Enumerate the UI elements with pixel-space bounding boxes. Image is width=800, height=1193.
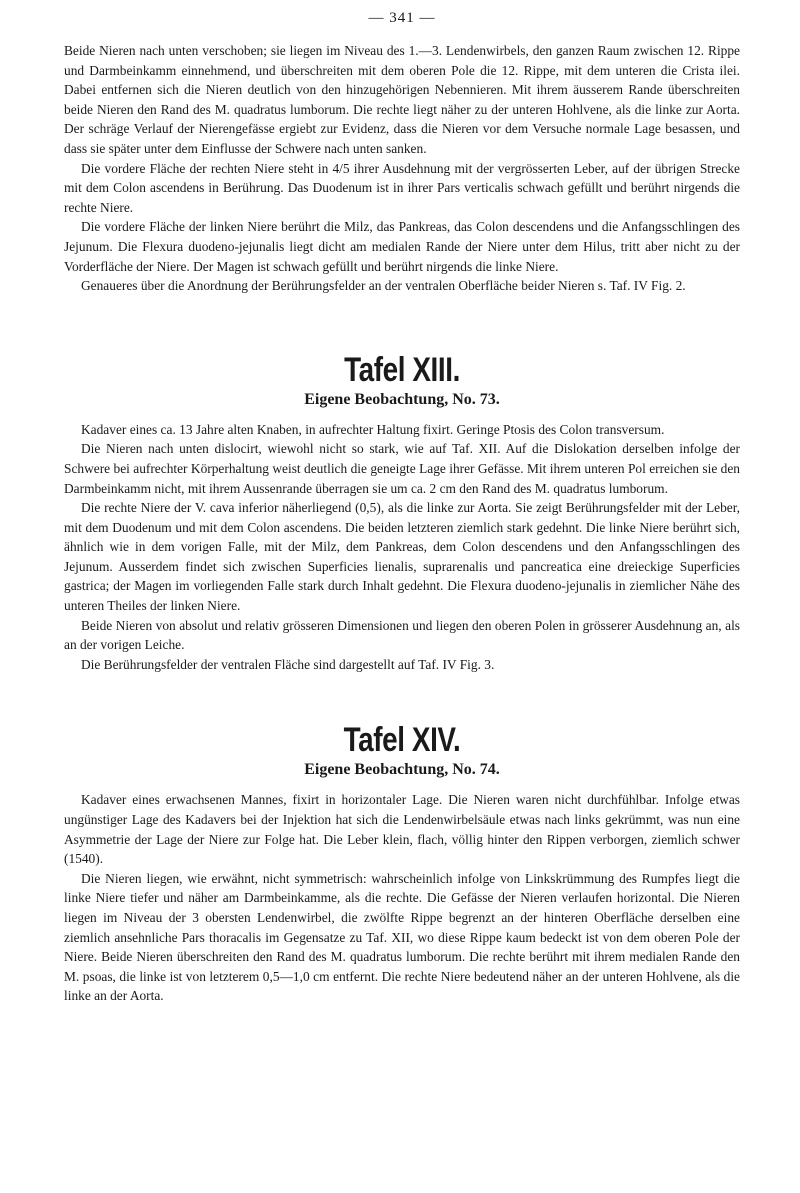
- section-13-paragraph-1: Kadaver eines ca. 13 Jahre alten Knaben, in aufrechter Haltung fixirt. Geringe Ptosis des Colon transversum.: [81, 421, 665, 437]
- section-14-paragraph-2: Die Nieren liegen, wie erwähnt, nicht symmetrisch: wahrscheinlich infolge von Linkskrümmung des Rumpfes liegt die linke Niere tiefer und näher am Darmbeinkamme, als die rechte. Die Gefässe der Nieren verlaufen horizontal. Die Nieren liegen im Niveau der 3 obersten Lendenwirbel, die zwölfte Rippe begrenzt an der hinteren Oberfläche derselben eine ziemlich ansehnliche Pars thoracalis im Gegensatze zu Taf. XII, wo diese Rippe kaum bedeckt ist von dem oberen Pole der Niere. Beide Nieren überschreiten den Rand des M. quadratus lumborum. Die rechte berührt mit ihrem medialen Rande den M. psoas, die linke ist von letzterem 0,5—1,0 cm entfernt. Die rechte Niere bedeutend näher an der unteren Hohlvene, als die linke an der Aorta.: [64, 870, 740, 1004]
- intro-paragraph-2: Die vordere Fläche der rechten Niere steht in 4/5 ihrer Ausdehnung mit der vergrösserten Leber, auf der übrigen Strecke mit dem Colon ascendens in Berührung. Das Duodenum ist in ihrer Pars verticalis schwach gefüllt und berührt nirgends die rechte Niere.: [64, 160, 740, 215]
- section-13-paragraph-2: Die Nieren nach unten dislocirt, wiewohl nicht so stark, wie auf Taf. XII. Auf die Dislokation derselben infolge der Schwere bei aufrechter Körperhaltung weist deutlich die geneigte Lage ihrer Gefässe. Mit ihrem unteren Pol erreichen sie den Darmbeinkamm nicht, mit ihrem Aussenrande überragen sie um ca. 2 cm den Rand des M. quadratus lumborum.: [64, 441, 740, 496]
- page-number: — 341 —: [368, 10, 436, 26]
- section-13-title: Tafel XIII.: [344, 350, 460, 389]
- section-13-paragraph-3: Die rechte Niere der V. cava inferior näherliegend (0,5), als die linke zur Aorta. Sie zeigt Berührungsfelder mit der Leber, mit dem Duodenum und mit dem Colon ascendens. Die beiden letzteren ziemlich stark gedehnt. Die linke Niere berührt sich, ähnlich wie in dem vorigen Falle, mit der Milz, dem Pankreas, dem Colon descendens und den Anfangsschlingen des Jejunum. Ausserdem findet sich zwischen Superficies lienalis, suprarenalis und pancreatica eine dreieckige Superficies gastrica; der Magen im vorliegenden Falle stark durch Inhalt gedehnt. Die Flexura duodeno-jejunalis in ziemlicher Nähe des unteren Theiles der linken Niere.: [64, 500, 740, 614]
- section-14-paragraph-1: Kadaver eines erwachsenen Mannes, fixirt in horizontaler Lage. Die Nieren waren nicht durchfühlbar. Infolge etwas ungünstiger Lage des Kadavers bei der Injektion hat sich die Lendenwirbelsäule etwas nach links gekrümmt, was nun eine Asymmetrie der Lage der Niere zur Folge hat. Die Leber klein, flach, völlig hinter den Rippen verborgen, ziemlich schwer (1540).: [64, 792, 740, 867]
- section-13-paragraph-5: Die Berührungsfelder der ventralen Fläche sind dargestellt auf Taf. IV Fig. 3.: [81, 656, 495, 672]
- section-14-subtitle: Eigene Beobachtung, No. 74.: [304, 761, 500, 779]
- section-13-paragraph-4: Beide Nieren von absolut und relativ grösseren Dimensionen und liegen den oberen Polen in grösserer Ausdehnung an, als an der vorigen Leiche.: [64, 617, 740, 653]
- section-14-title: Tafel XIV.: [343, 721, 461, 760]
- intro-paragraph-1: Beide Nieren nach unten verschoben; sie liegen im Niveau des 1.—3. Lendenwirbels, den ganzen Raum zwischen 12. Rippe und Darmbeinkamm einnehmend, und überschreiten mit dem oberen Pole die 12. Rippe, mit dem unteren die Crista ilei. Dabei entfernen sich die Nieren deutlich von den hinzugehörigen Nebennieren. Mit ihrem äusserem Rande überschreiten beide Nieren den Rand des M. quadratus lumborum. Die rechte liegt näher zu der unteren Hohlvene, als die linke zur Aorta. Der schräge Verlauf der Nierengefässe ergiebt zur Evidenz, dass die Nieren vor dem Versuche normale Lage besassen, und dass sie später unter dem Einflusse der Schwere nach unten sanken.: [64, 43, 740, 156]
- intro-paragraph-4: Genaueres über die Anordnung der Berührungsfelder an der ventralen Oberfläche beider Nieren s. Taf. IV Fig. 2.: [81, 278, 686, 294]
- intro-paragraph-3: Die vordere Fläche der linken Niere berührt die Milz, das Pankreas, das Colon descendens und die Anfangsschlingen des Jejunum. Die Flexura duodeno-jejunalis liegt dicht am medialen Rande der Niere unter dem Hilus, tritt aber nicht zu der Vorderfläche der Niere. Der Magen ist schwach gefüllt und berührt nirgends die linke Niere.: [64, 219, 740, 274]
- section-13-subtitle: Eigene Beobachtung, No. 73.: [304, 390, 500, 408]
- document-page: [64, 10, 740, 1006]
